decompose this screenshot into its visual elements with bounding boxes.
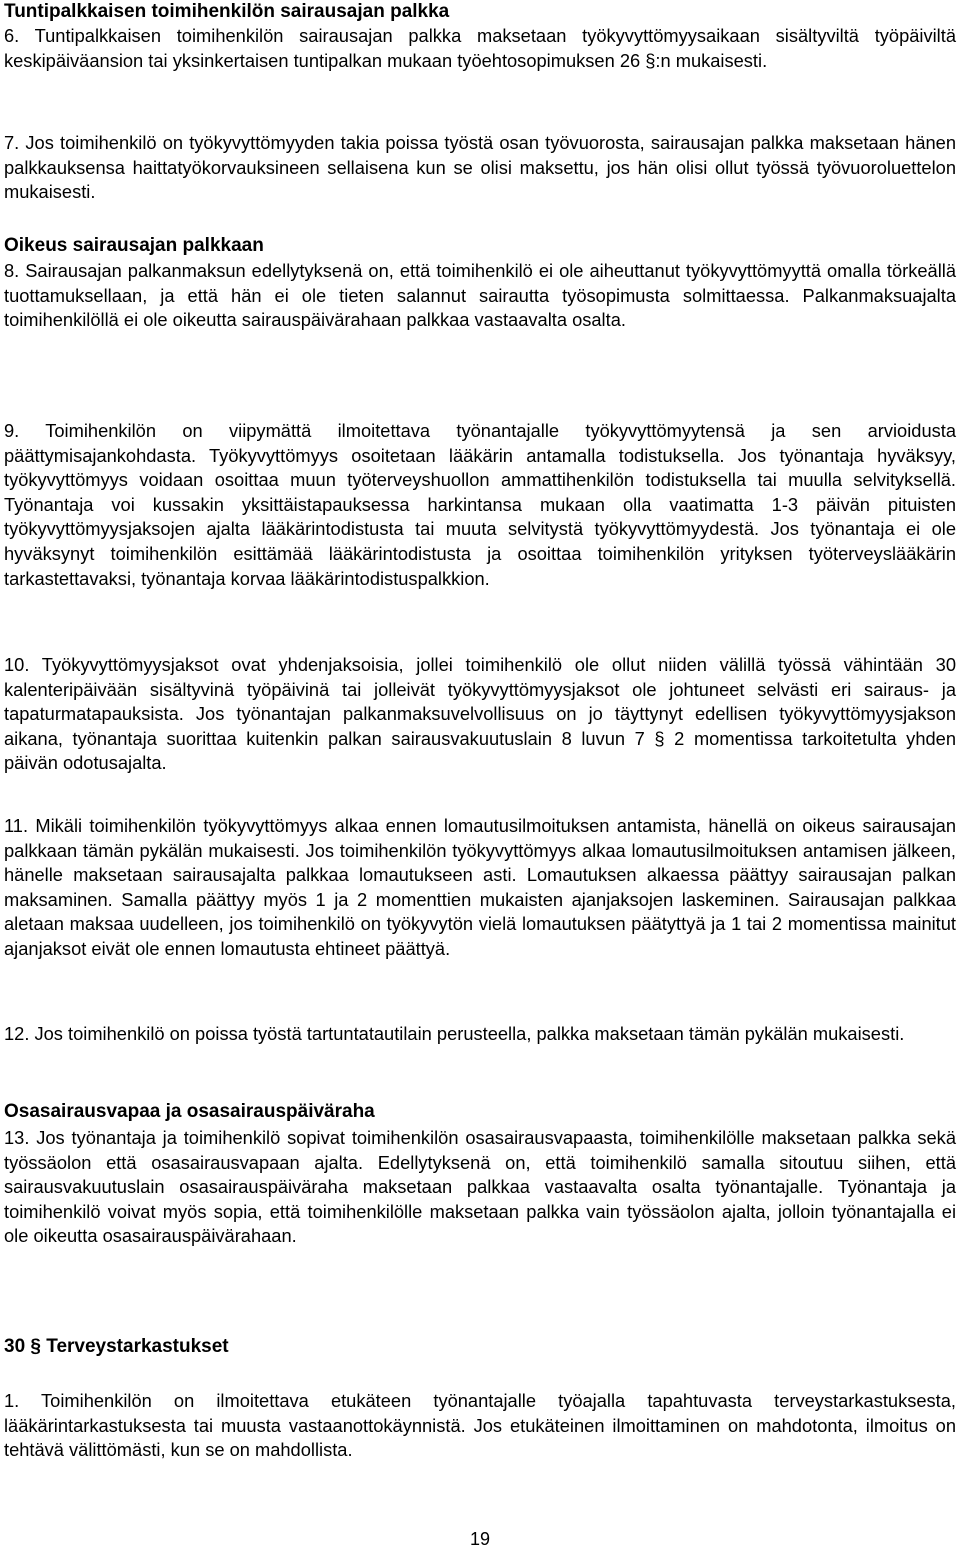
paragraph-9: 9. Toimihenkilön on viipymättä ilmoitettava työnantajalle työkyvyttömyytensä ja sen arvioidusta päättymisajankohdasta. Työkyvyttömyys osoitetaan lääkärin antamalla todistuksella. Jos työnantaja hyväksyy, työkyvyttömyys voidaan osoittaa muun työterveyshuollon ammattihenkilön todistuksella tai muulla selvityksellä. Työnantaja voi kussakin yksittäistapauksessa harkintansa mukaan olla vaatimatta 1-3 päivän pituisten työkyvyttömyysjaksojen ajalta lääkärintodistusta tai muuta selvitystä työkyvyttömyydestä. Jos työnantaja ei ole hyväksynyt toimihenkilön esittämää lääkärintodistusta ja osoittaa toimihenkilön yrityksen työterveyslääkärin tarkastettavaksi, työnantaja korvaa lääkärintodistuspalkkion. bbox=[4, 420, 956, 589]
paragraph-10: 10. Työkyvyttömyysjaksot ovat yhdenjaksoisia, jollei toimihenkilö ole ollut niiden välillä työssä vähintään 30 kalenteripäivään sisältyvinä työpäivinä tai jolleivät työkyvyttömyysjaksot ole johtuneet selvästi eri sairaus- ja tapaturmatapauksista. Jos työnantajan palkanmaksuvelvollisuus on jo täyttynyt edellisen työkyvyttömyysjakson aikana, työnantaja suorittaa kuitenkin palkan sairausvakuutuslain 8 luvun 7 § 2 momentissa tarkoitetulta yhden päivän odotusajalta. bbox=[4, 654, 956, 774]
section-heading-sick-pay-hourly: Tuntipalkkaisen toimihenkilön sairausajan palkka bbox=[4, 1, 450, 22]
section-heading-health-checks: 30 § Terveystarkastukset bbox=[4, 1336, 229, 1357]
paragraph-30-1: 1. Toimihenkilön on ilmoitettava etukäteen työnantajalle työajalla tapahtuvasta terveystarkastuksesta, lääkärintarkastuksesta tai muusta vastaanottokäynnistä. Jos etukäteinen ilmoittaminen on mahdotonta, ilmoitus on tehtävä välittömästi, kun se on mahdollista. bbox=[4, 1390, 956, 1461]
paragraph-6: 6. Tuntipalkkaisen toimihenkilön sairausajan palkka maksetaan työkyvyttömyysaikaan sisältyviltä työpäiviltä keskipäiväansion tai yksinkertaisen tuntipalkan mukaan työehtosopimuksen 26 §:n mukaisesti. bbox=[4, 25, 956, 71]
section-heading-right-to-sick-pay: Oikeus sairausajan palkkaan bbox=[4, 235, 264, 256]
paragraph-11: 11. Mikäli toimihenkilön työkyvyttömyys alkaa ennen lomautusilmoituksen antamista, hänellä on oikeus sairausajan palkkaan tämän pykälän mukaisesti. Jos toimihenkilön työkyvyttömyys alkaa lomautusilmoituksen antamisen jälkeen, hänelle maksetaan sairausajalta palkkaa lomautukseen asti. Lomautuksen alkaessa päättyy sairausajan palkan maksaminen. Samalla päättyy myös 1 ja 2 momenttien mukaisten ajanjaksojen laskeminen. Sairausajan palkkaa aletaan maksaa uudelleen, jos toimihenkilö on työkyvytön vielä lomautuksen päätyttyä ja 1 tai 2 momentissa mainitut ajanjaksot eivät ole ennen lomautusta ehtineet päättyä. bbox=[4, 815, 956, 959]
section-heading-partial-sick-leave: Osasairausvapaa ja osasairauspäiväraha bbox=[4, 1101, 375, 1122]
paragraph-12: 12. Jos toimihenkilö on poissa työstä tartuntatautilain perusteella, palkka maksetaan tämän pykälän mukaisesti. bbox=[4, 1023, 905, 1044]
paragraph-8: 8. Sairausajan palkanmaksun edellytyksenä on, että toimihenkilö ei ole aiheuttanut työkyvyttömyyttä omalla törkeällä tuottamuksellaan, ja että hän ei ole tieten salannut sairautta työsopimusta solmittaessa. Palkanmaksuajalta toimihenkilöllä ei ole oikeutta sairauspäivärahaan palkkaa vastaavalta osalta. bbox=[4, 260, 956, 331]
paragraph-13: 13. Jos työnantaja ja toimihenkilö sopivat toimihenkilön osasairausvapaasta, toimihenkilölle maksetaan palkka sekä työssäolon että osasairausvapaan ajalta. Edellytyksenä on, että toimihenkilö samalla sitoutuu siihen, että sairausvakuutuslain osasairauspäiväraha maksetaan palkkaa vastaavalta osalta työnantajalle. Työnantaja ja toimihenkilö voivat myös sopia, että toimihenkilölle maksetaan palkka vain työssäolon ajalta, jolloin työnantajalla ei ole oikeutta osasairauspäivärahaan. bbox=[4, 1127, 956, 1247]
paragraph-7: 7. Jos toimihenkilö on työkyvyttömyyden takia poissa työstä osan työvuorosta, sairausajan palkka maksetaan hänen palkkauksensa haittatyökorvauksineen sellaisena kun se olisi maksettu, jos hän olisi ollut työssä työvuoroluettelon mukaisesti. bbox=[4, 132, 956, 203]
page-number: 19 bbox=[469, 1529, 491, 1549]
